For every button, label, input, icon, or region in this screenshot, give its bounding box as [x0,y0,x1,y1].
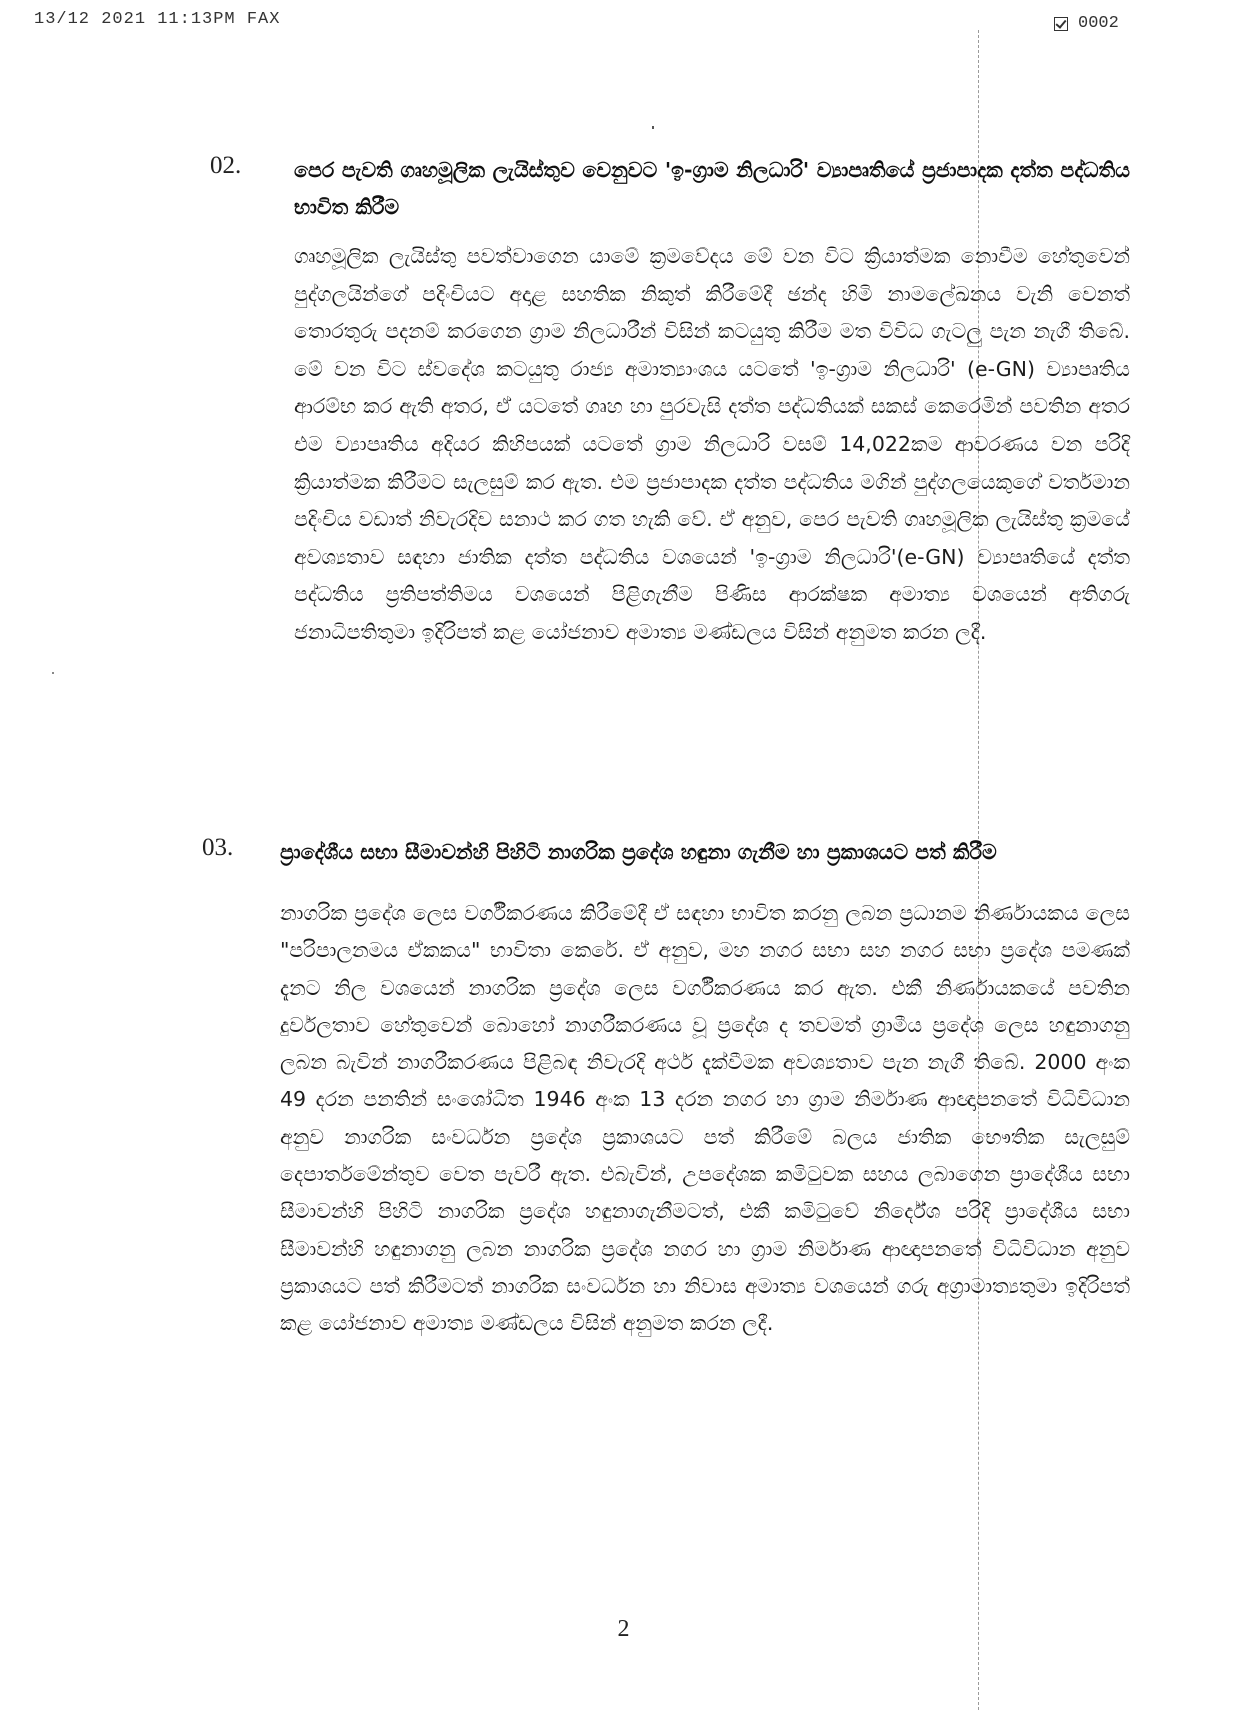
fax-page-code: 0002 [1078,14,1119,33]
scan-speck [652,126,654,129]
section-title: ප්‍රාදේශීය සභා සීමාවන්හි පිහිටි නාගරික ප්‍රදේශ හඳුනා ගැනීම හා ප්‍රකාශයට පත් කිරීම [280,840,997,864]
fax-page-indicator [1054,14,1119,33]
section-body: නාගරික ප්‍රදේශ ලෙස වර්ගීකරණය කිරීමේදී ඒ සඳහා භාවිත කරනු ලබන ප්‍රධානම නිර්ණායකය ලෙස "පරිපාලනමය ඒකකය" භාවිතා කෙරේ. ඒ අනුව, මහ නගර සභා සහ නගර සභා ප්‍රදේශ පමණක් දැනට නිල වශයෙන් නාගරික ප්‍රදේශ ලෙස වර්ගීකරණය කර ඇත. එකී නිර්ණායකයේ පවතින දුර්වලතාව හේතුවෙන් බොහෝ නාගරීකරණය වූ ප්‍රදේශ ද තවමත් ග්‍රාමීය ප්‍රදේශ ලෙස හඳුනාගනු ලබන බැවින් නාගරීකරණය පිළිබඳ නිවැරදි අර්ථ දැක්වීමක අවශ්‍යතාව පැන නැගී තිබේ. 2000 අංක 49 දරන පනතින් සංශෝධිත 1946 අංක 13 දරන නගර හා ග්‍රාම නිර්මාණ ආඥාපනතේ විධිවිධාන අනුව නාගරික සංවර්ධන ප්‍රදේශ ප්‍රකාශයට පත් කිරීමේ බලය ජාතික භෞතික සැලසුම් දෙපාර්තමේන්තුව වෙත පැවරී ඇත. එබැවින්, උපදේශක කමිටුවක සහය ලබාගෙන ප්‍රාදේශීය සභා සීමාවන්හි පිහිටි නාගරික ප්‍රදේශ හඳුනාගැනීමටත්, එකී කමිටුවේ නිර්දේශ පරිදි ප්‍රාදේශීය සභා සීමාවන්හි හඳුනාගනු ලබන නාගරික ප්‍රදේශ නගර හා ග්‍රාම නිර්මාණ ආඥාපනතේ විධිවිධාන අනුව ප්‍රකාශයට පත් කිරීමටත් නාගරික සංවර්ධන හා නිවාස අමාත්‍ය වශයෙන් ගරු අග්‍රාමාත්‍යතුමා ඉදිරිපත් කළ යෝජනාව අමාත්‍ය මණ්ඩලය විසින් අනුමත කරන ලදී. [280,901,1130,1336]
decision-section-02 [210,152,1130,652]
section-number: 02. [210,152,242,179]
page-number: 2 [617,1616,630,1642]
checkbox-checked-icon [1054,17,1068,31]
fax-timestamp-header: 13/12 2021 11:13PM FAX [34,10,281,29]
decision-section-03 [202,834,1130,1343]
section-number: 03. [202,834,234,861]
scan-speck [52,672,54,674]
section-body: ගෘහමූලික ලැයිස්තු පවත්වාගෙන යාමේ ක්‍රමවේදය මේ වන විට ක්‍රියාත්මක නොවීම හේතුවෙන් පුද්ගලයින්ගේ පදිංචියට අදාළ සහතික නිකුත් කිරීමේදී ඡන්ද හිමි නාමලේඛනය වැනි වෙනත් තොරතුරු පදනම් කරගෙන ග්‍රාම නිලධාරීන් විසින් කටයුතු කිරීම මත විවිධ ගැටලු පැන නැගී තිබේ. මේ වන විට ස්වදේශ කටයුතු රාජ්‍ය අමාත්‍යාංශය යටතේ 'ඉ-ග්‍රාම නිලධාරි' (e-GN) ව්‍යාපෘතිය ආරම්භ කර ඇති අතර, ඒ යටතේ ගෘහ හා පුරවැසි දත්ත පද්ධතියක් සකස් කෙරෙමින් පවතින අතර එම ව්‍යාපෘතිය අදියර කිහිපයක් යටතේ ග්‍රාම නිලධාරි වසම් 14,022කම ආවරණය වන පරිදි ක්‍රියාත්මක කිරීමට සැලසුම් කර ඇත. එම ප්‍රජාපාදක දත්ත පද්ධතිය මගින් පුද්ගලයෙකුගේ වර්තමාන පදිංචිය වඩාත් නිවැරදිව සනාථ කර ගත හැකි වේ. ඒ අනුව, පෙර පැවති ගෘහමූලික ලැයිස්තු ක්‍රමයේ අවශ්‍යතාව සඳහා ජාතික දත්ත පද්ධතිය වශයෙන් 'ඉ-ග්‍රාම නිලධාරි'(e-GN) ව්‍යාපෘතියේ දත්ත පද්ධතිය ප්‍රතිපත්තිමය වශයෙන් පිළිගැනීම පිණිස ආරක්ෂක අමාත්‍ය වශයෙන් අතිගරු ජනාධිපතිතුමා ඉදිරිපත් කළ යෝජනාව අමාත්‍ය මණ්ඩලය විසින් අනුමත කරන ලදී. [294,244,1130,644]
section-title: පෙර පැවති ගෘහමූලික ලැයිස්තුව වෙනුවට 'ඉ-ග්‍රාම නිලධාරි' ව්‍යාපෘතියේ ප්‍රජාපාදක දත්ත පද්ධතිය භාවිත කිරීම [294,158,1130,219]
